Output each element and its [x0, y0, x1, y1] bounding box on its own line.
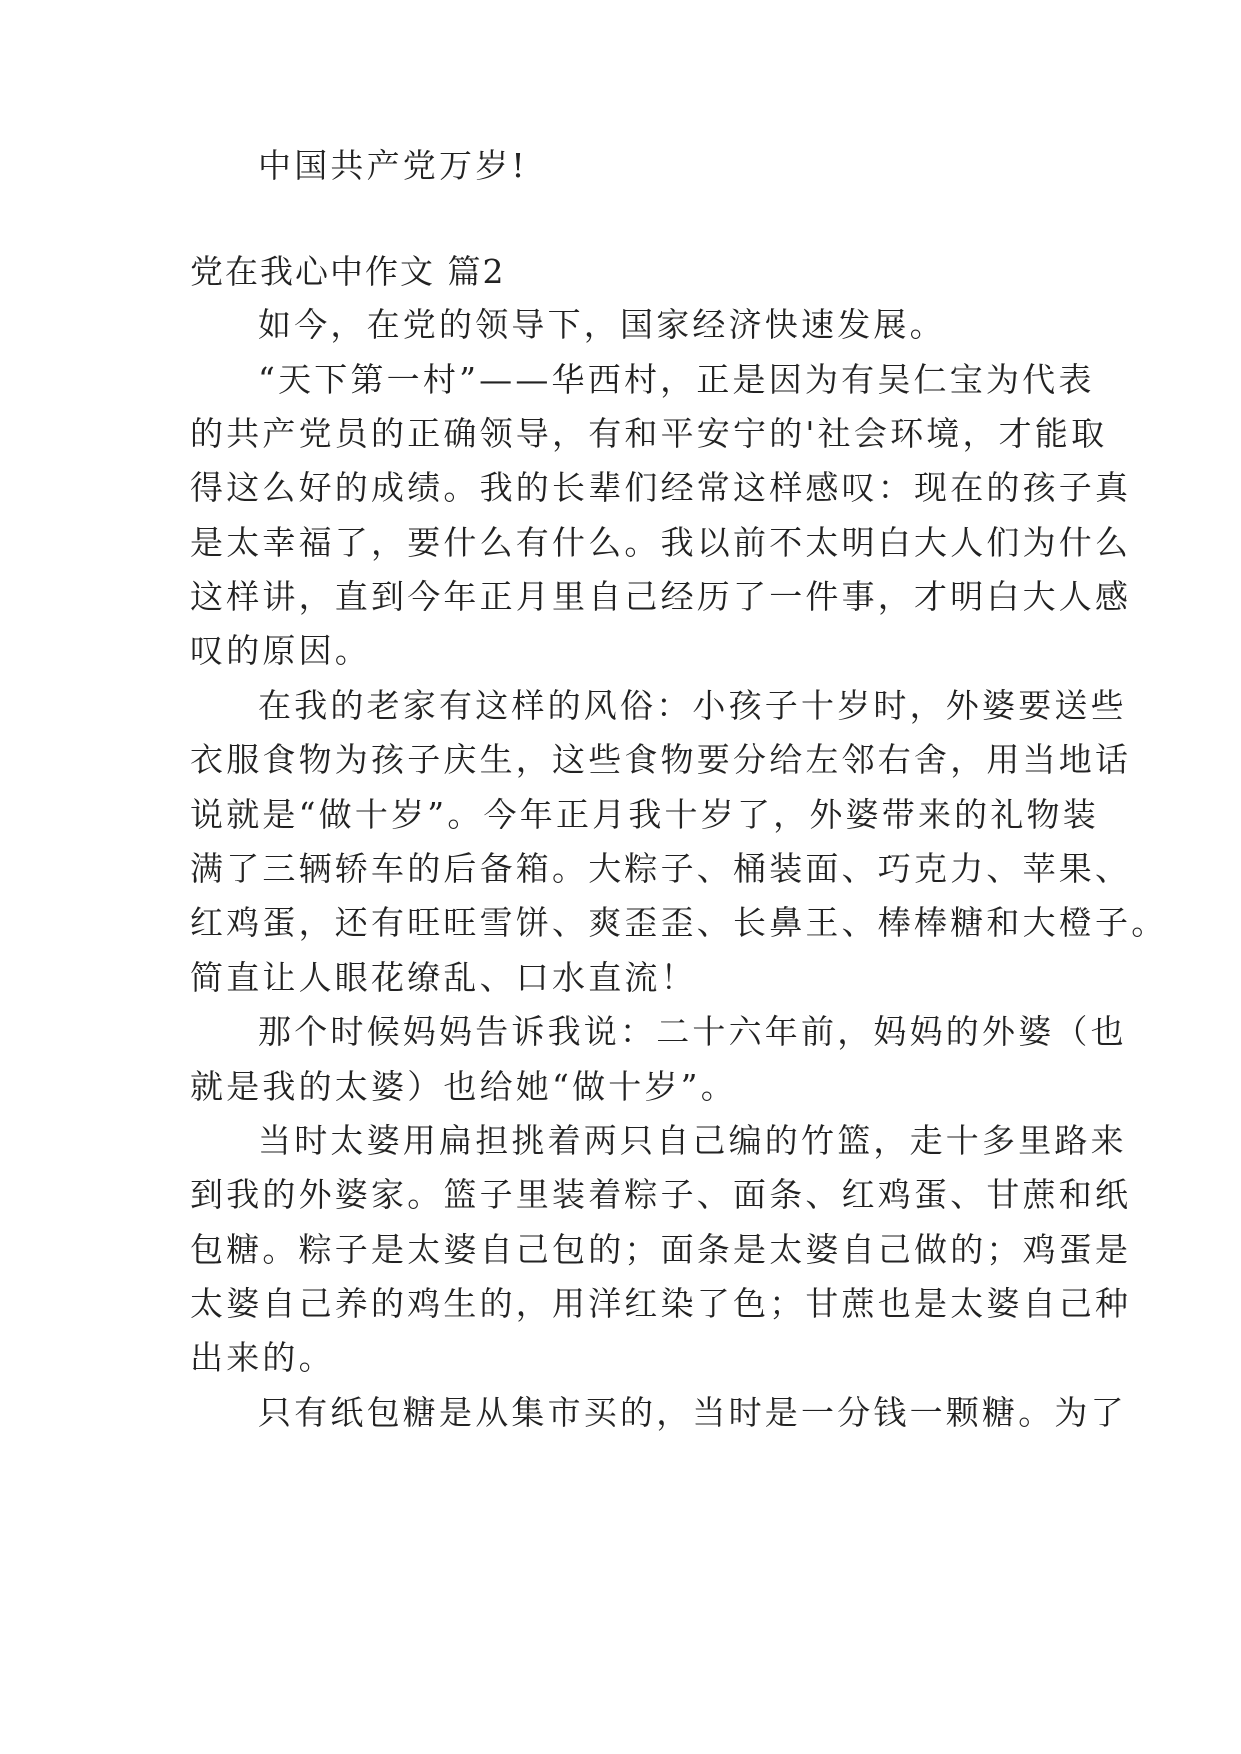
paragraph-3-line-2: 衣服食物为孩子庆生，这些食物要分给左邻右舍，用当地话: [190, 740, 1132, 779]
paragraph-3-line-6: 简直让人眼花缭乱、口水直流！: [190, 958, 697, 997]
paragraph-2-line-3: 得这么好的成绩。我的长辈们经常这样感叹：现在的孩子真: [190, 468, 1132, 507]
paragraph-2-line-4: 是太幸福了，要什么有什么。我以前不太明白大人们为什么: [190, 523, 1132, 562]
paragraph-5-line-1: 当时太婆用扁担挑着两只自己编的竹篮，走十多里路来: [258, 1121, 1127, 1160]
paragraph-3-line-5: 红鸡蛋，还有旺旺雪饼、爽歪歪、长鼻王、棒棒糖和大橙子。: [190, 903, 1168, 942]
section-heading: 党在我心中作文 篇2: [190, 252, 506, 291]
paragraph-5-line-5: 出来的。: [190, 1338, 335, 1377]
paragraph-4-line-1: 那个时候妈妈告诉我说：二十六年前，妈妈的外婆（也: [258, 1012, 1127, 1051]
paragraph-4-line-2: 就是我的太婆）也给她“做十岁”。: [190, 1067, 737, 1106]
paragraph-3-line-4: 满了三辆轿车的后备箱。大粽子、桶装面、巧克力、苹果、: [190, 849, 1132, 888]
paragraph-3-line-1: 在我的老家有这样的风俗：小孩子十岁时，外婆要送些: [258, 686, 1127, 725]
paragraph-2-line-6: 叹的原因。: [190, 631, 371, 670]
paragraph-5-line-2: 到我的外婆家。篮子里装着粽子、面条、红鸡蛋、甘蔗和纸: [190, 1175, 1132, 1214]
paragraph-1-line-1: 如今，在党的领导下，国家经济快速发展。: [258, 305, 946, 344]
paragraph-6-line-1: 只有纸包糖是从集市买的，当时是一分钱一颗糖。为了: [258, 1393, 1127, 1432]
paragraph-3-line-3: 说就是“做十岁”。今年正月我十岁了，外婆带来的礼物装: [190, 795, 1099, 834]
paragraph-5-line-3: 包糖。粽子是太婆自己包的；面条是太婆自己做的；鸡蛋是: [190, 1230, 1132, 1269]
opening-line: 中国共产党万岁!: [258, 146, 528, 185]
paragraph-2-line-2: 的共产党员的正确领导，有和平安宁的'社会环境，才能取: [190, 414, 1108, 453]
paragraph-2-line-1: “天下第一村”——华西村，正是因为有吴仁宝为代表: [258, 360, 1095, 399]
paragraph-5-line-4: 太婆自己养的鸡生的，用洋红染了色；甘蔗也是太婆自己种: [190, 1284, 1132, 1323]
paragraph-2-line-5: 这样讲，直到今年正月里自己经历了一件事，才明白大人感: [190, 577, 1132, 616]
